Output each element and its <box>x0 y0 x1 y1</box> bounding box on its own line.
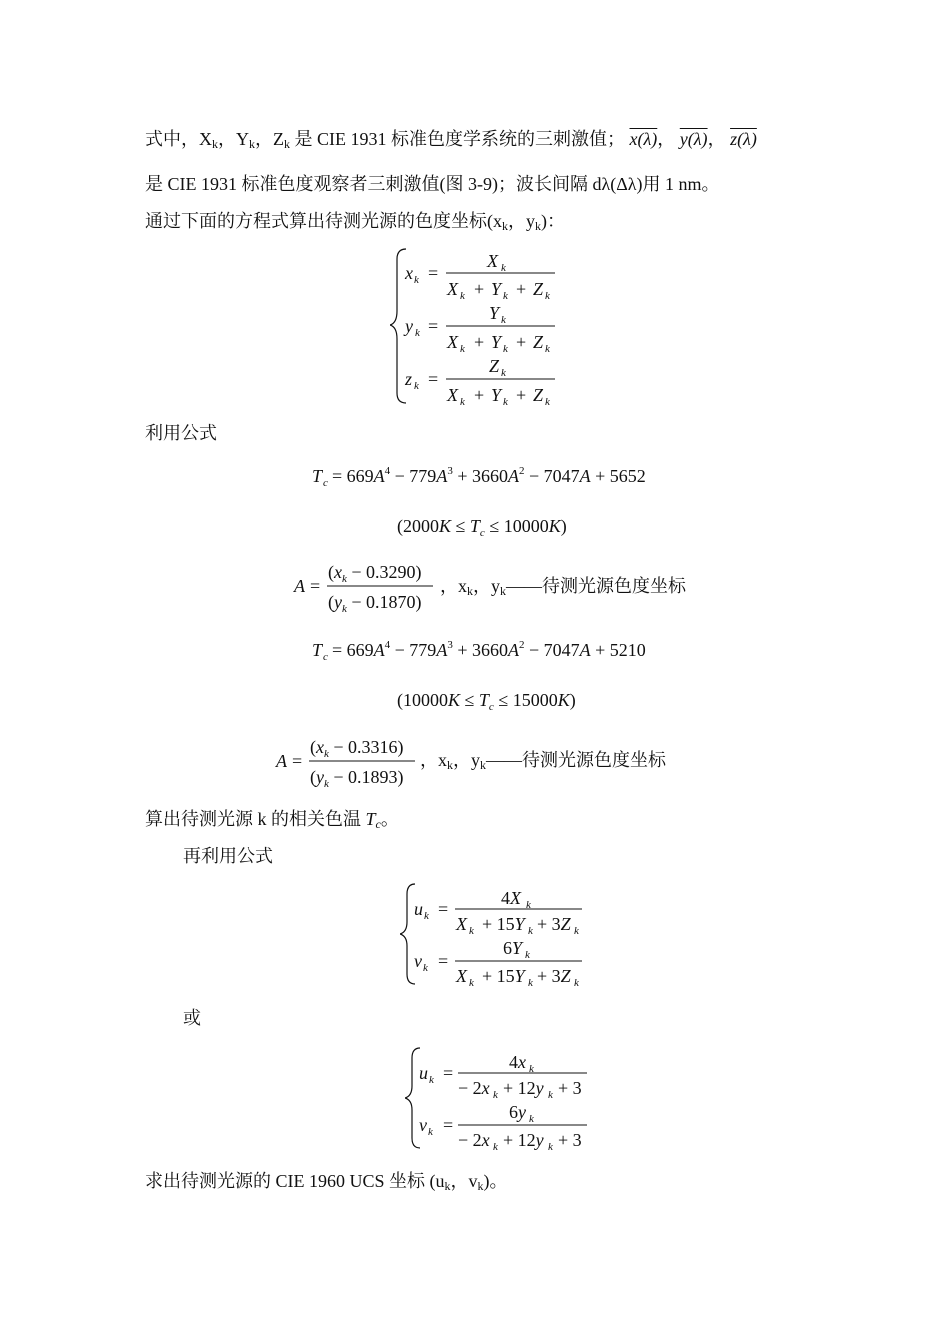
svg-text:k: k <box>503 396 508 408</box>
svg-text:+: + <box>516 279 527 299</box>
svg-text:=: = <box>438 951 449 971</box>
text: ，Y <box>218 129 249 149</box>
svg-text:Y: Y <box>491 279 502 299</box>
svg-text:k: k <box>545 290 550 302</box>
svg-text:+ 3: + 3 <box>558 1130 582 1150</box>
svg-text:A: A <box>294 576 305 596</box>
text: 是 CIE 1931 标准色度学系统的三刺激值； <box>294 129 625 149</box>
equation-uv-system-1 <box>400 880 590 990</box>
paragraph-chromaticity <box>145 209 565 233</box>
text: ，y <box>473 576 500 596</box>
lhs-x: x <box>405 263 413 283</box>
equation-chromaticity-system <box>390 245 570 410</box>
subscript: k <box>535 219 541 233</box>
svg-text:k: k <box>415 327 420 339</box>
text: ——待测光源色度坐标 <box>506 576 686 596</box>
svg-text:k: k <box>545 343 550 355</box>
svg-text:k: k <box>493 1141 498 1153</box>
svg-text:(yk − 0.1893): $(y_k - 0.1893)$ <box>310 767 404 790</box>
svg-text:=: = <box>428 316 439 336</box>
svg-text:X: X <box>447 279 458 299</box>
text: 。 <box>380 809 399 829</box>
svg-text:− 2x: − 2x <box>458 1130 490 1150</box>
svg-text:Y: Y <box>491 385 502 405</box>
equation-range-2 <box>395 684 605 714</box>
svg-text:k: k <box>528 925 533 937</box>
note-a-1 <box>440 574 686 598</box>
xbar-symbol: x(λ) <box>629 129 658 149</box>
svg-text:=: = <box>292 751 303 771</box>
num-Z: Z <box>489 356 500 376</box>
svg-text:k: k <box>469 925 474 937</box>
subscript: k <box>249 137 255 151</box>
svg-text:=: = <box>428 369 439 389</box>
paragraph-tristimulus <box>145 127 757 151</box>
subscript: k <box>500 584 506 598</box>
svg-text:Z: Z <box>533 332 544 352</box>
note-a-2 <box>420 748 666 772</box>
svg-text:c: c <box>323 651 328 663</box>
svg-text:(xk − 0.3290): $(x_k - 0.3290)$ <box>328 562 422 585</box>
svg-text:+ 15Y: + 15Y <box>482 966 525 986</box>
svg-text:k: k <box>501 367 506 379</box>
svg-text:k: k <box>545 396 550 408</box>
svg-text:=: = <box>428 263 439 283</box>
lhs-y: y <box>405 316 413 336</box>
text: ，x <box>420 750 447 770</box>
text: T <box>365 809 376 829</box>
equation-a-1 <box>290 558 440 616</box>
equation-uv-system-2 <box>405 1044 595 1154</box>
svg-text:Z: Z <box>533 385 544 405</box>
svg-text:k: k <box>529 1063 534 1075</box>
svg-text:T: T <box>312 640 323 660</box>
svg-text:+ 3: + 3 <box>558 1078 582 1098</box>
num-Y: Y <box>489 303 500 323</box>
paragraph-cct <box>145 807 399 831</box>
subscript: k <box>447 758 453 772</box>
subscript: c <box>375 817 381 831</box>
svg-text:k: k <box>429 1074 434 1086</box>
equation-tc-2 <box>310 634 690 664</box>
svg-text:k: k <box>460 290 465 302</box>
svg-text:+ 3Z: + 3Z <box>537 914 571 934</box>
svg-text:=: = <box>310 576 321 596</box>
text: )： <box>541 211 565 231</box>
subscript: k <box>480 758 486 772</box>
svg-text:k: k <box>424 910 429 922</box>
text: ， <box>707 129 726 149</box>
svg-text:+: + <box>516 332 527 352</box>
svg-text:k: k <box>529 1113 534 1125</box>
svg-text:T: T <box>312 466 323 486</box>
svg-text:= 669A4 − 779A3 + 3660A2 − 704: = $669A^4 - 779A^3 + 3660A^2 - 7047A + 5210$ <box>332 639 646 660</box>
svg-text:+: + <box>474 332 485 352</box>
svg-text:(xk − 0.3316): $(x_k - 0.3316)$ <box>310 737 404 760</box>
svg-text:k: k <box>414 274 419 286</box>
lhs-z: z <box>405 369 413 389</box>
svg-text:k: k <box>528 977 533 989</box>
ybar-symbol: y(λ) <box>679 129 708 149</box>
text: 式中，X <box>145 129 212 149</box>
svg-text:− 2x: − 2x <box>458 1078 490 1098</box>
svg-text:Y: Y <box>491 332 502 352</box>
svg-text:+: + <box>474 385 485 405</box>
subscript: k <box>502 219 508 233</box>
svg-text:(2000K ≤ Tc ≤ 10000K): $(2000K \le T_c \le 10000K)$ <box>397 516 567 539</box>
text: ，x <box>440 576 467 596</box>
text: ， <box>657 129 676 149</box>
svg-text:v: v <box>414 951 422 971</box>
text: 求出待测光源的 CIE 1960 UCS 坐标 (u <box>145 1171 445 1191</box>
svg-text:k: k <box>526 899 531 911</box>
svg-text:=: = <box>443 1063 454 1083</box>
text: ，y <box>508 211 535 231</box>
text: ，y <box>453 750 480 770</box>
svg-text:Z: Z <box>533 279 544 299</box>
subscript: k <box>477 1179 484 1193</box>
text: 通过下面的方程式算出待测光源的色度坐标(x <box>145 211 502 231</box>
text: 算出待测光源 k 的相关色温 <box>145 809 366 829</box>
paragraph-reuse-formula: 再利用公式 <box>183 846 273 866</box>
svg-text:(10000K ≤ Tc ≤ 15000K): $(10000K \le T_c \le 15000K)$ <box>397 690 576 713</box>
svg-text:(yk − 0.1870): $(y_k - 0.1870)$ <box>328 592 422 615</box>
svg-text:k: k <box>574 977 579 989</box>
svg-text:+: + <box>474 279 485 299</box>
svg-text:X: X <box>456 966 467 986</box>
subscript: k <box>212 137 218 151</box>
svg-text:+ 3Z: + 3Z <box>537 966 571 986</box>
svg-text:k: k <box>548 1141 553 1153</box>
svg-text:4x: 4x <box>509 1052 526 1072</box>
svg-text:=: = <box>443 1115 454 1135</box>
svg-text:k: k <box>525 949 530 961</box>
svg-text:=: = <box>438 899 449 919</box>
svg-text:k: k <box>548 1089 553 1101</box>
svg-text:k: k <box>428 1126 433 1138</box>
paragraph-ucs <box>145 1169 508 1193</box>
equation-a-2 <box>272 733 422 791</box>
num-X: X <box>487 251 498 271</box>
paragraph-use-formula: 利用公式 <box>145 423 217 443</box>
text: ，Z <box>255 129 284 149</box>
svg-text:+ 15Y: + 15Y <box>482 914 525 934</box>
svg-text:+ 12y: + 12y <box>503 1078 544 1098</box>
zbar-symbol: z(λ) <box>730 129 757 149</box>
svg-text:k: k <box>460 343 465 355</box>
svg-text:k: k <box>503 290 508 302</box>
svg-text:X: X <box>456 914 467 934</box>
svg-text:k: k <box>574 925 579 937</box>
svg-text:k: k <box>414 380 419 392</box>
svg-text:6Y: 6Y <box>503 938 523 958</box>
svg-text:X: X <box>447 385 458 405</box>
equation-tc-1 <box>310 460 690 490</box>
paragraph-observer: 是 CIE 1931 标准色度观察者三刺激值(图 3-9)；波长间隔 dλ(Δλ)用 1 nm。 <box>145 174 720 194</box>
subscript: k <box>467 584 473 598</box>
subscript: k <box>444 1179 451 1193</box>
svg-text:k: k <box>503 343 508 355</box>
svg-text:u: u <box>414 899 423 919</box>
svg-text:4X: 4X <box>501 888 521 908</box>
svg-text:k: k <box>460 396 465 408</box>
svg-text:k: k <box>423 962 428 974</box>
svg-text:+: + <box>516 385 527 405</box>
subscript: k <box>284 137 290 151</box>
svg-text:c: c <box>323 477 328 489</box>
text: ——待测光源色度坐标 <box>486 750 666 770</box>
text: ，v <box>450 1171 478 1191</box>
svg-text:k: k <box>501 314 506 326</box>
svg-text:k: k <box>493 1089 498 1101</box>
svg-text:= 669A4 − 779A3 + 3660A2 − 704: = $669A^4 - 779A^3 + 3660A^2 - 7047A + 5652$ <box>332 465 646 486</box>
equation-range-1 <box>395 510 595 540</box>
text: )。 <box>483 1171 508 1191</box>
svg-text:u: u <box>419 1063 428 1083</box>
svg-text:A: A <box>276 751 287 771</box>
svg-text:+ 12y: + 12y <box>503 1130 544 1150</box>
svg-text:k: k <box>469 977 474 989</box>
svg-text:v: v <box>419 1115 427 1135</box>
svg-text:6y: 6y <box>509 1102 526 1122</box>
paragraph-or: 或 <box>183 1008 201 1028</box>
svg-text:k: k <box>501 262 506 274</box>
svg-text:X: X <box>447 332 458 352</box>
